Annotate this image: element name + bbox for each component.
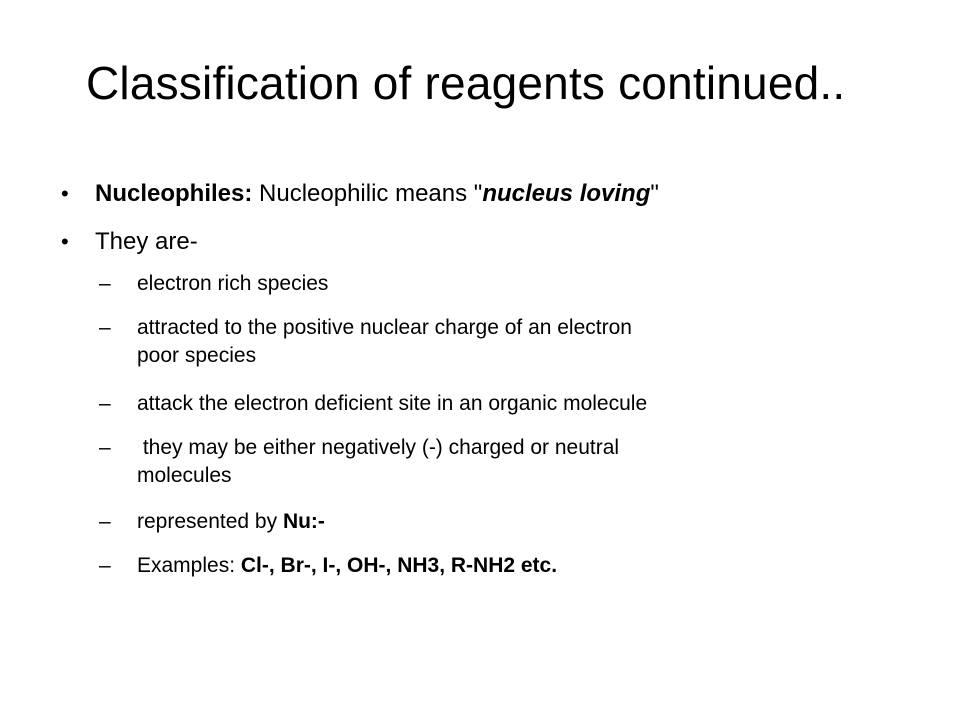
subpoint-text-prefix: represented by (137, 510, 283, 533)
subpoint-electron-rich (99, 270, 877, 298)
bullet-icon: • (61, 229, 69, 254)
subpoint-text-prefix: Examples: (137, 554, 241, 577)
term-nucleophiles: Nucleophiles: (95, 180, 253, 207)
subpoint-text-line1: they may be either negatively (-) charged or neutral (137, 436, 620, 459)
nucleophile-symbol: Nu:- (282, 510, 325, 533)
subpoint-represented (99, 508, 877, 536)
bullet-nucleophiles (61, 178, 895, 210)
examples-list: Cl-, Br-, I-, OH-, NH3, R-NH2 etc. (240, 554, 558, 577)
subpoint-text-line1: attracted to the positive nuclear charge of an electron (137, 316, 632, 339)
subpoint-charged (99, 434, 877, 490)
dash-icon: – (99, 436, 111, 459)
dash-icon: – (99, 392, 111, 415)
dash-icon: – (99, 554, 111, 577)
subpoint-text-line2: poor species (137, 344, 257, 367)
definition-emphasis: nucleus loving (482, 180, 651, 207)
dash-icon: – (99, 316, 111, 339)
definition-suffix: " (650, 180, 659, 207)
slide-title: Classification of reagents continued.. (86, 57, 846, 109)
bullet-they-are (61, 226, 895, 258)
subpoint-text-line2: molecules (137, 464, 232, 487)
subpoint-text: attack the electron deficient site in an organic molecule (137, 392, 648, 415)
definition-prefix: Nucleophilic means " (252, 180, 483, 207)
dash-icon: – (99, 272, 111, 295)
subpoint-examples (99, 552, 877, 580)
they-are-text: They are- (95, 228, 198, 255)
subpoint-attracted (99, 314, 877, 370)
bullet-icon: • (61, 181, 69, 206)
subpoint-attack (99, 390, 877, 418)
subpoint-text: electron rich species (137, 272, 329, 295)
dash-icon: – (99, 510, 111, 533)
